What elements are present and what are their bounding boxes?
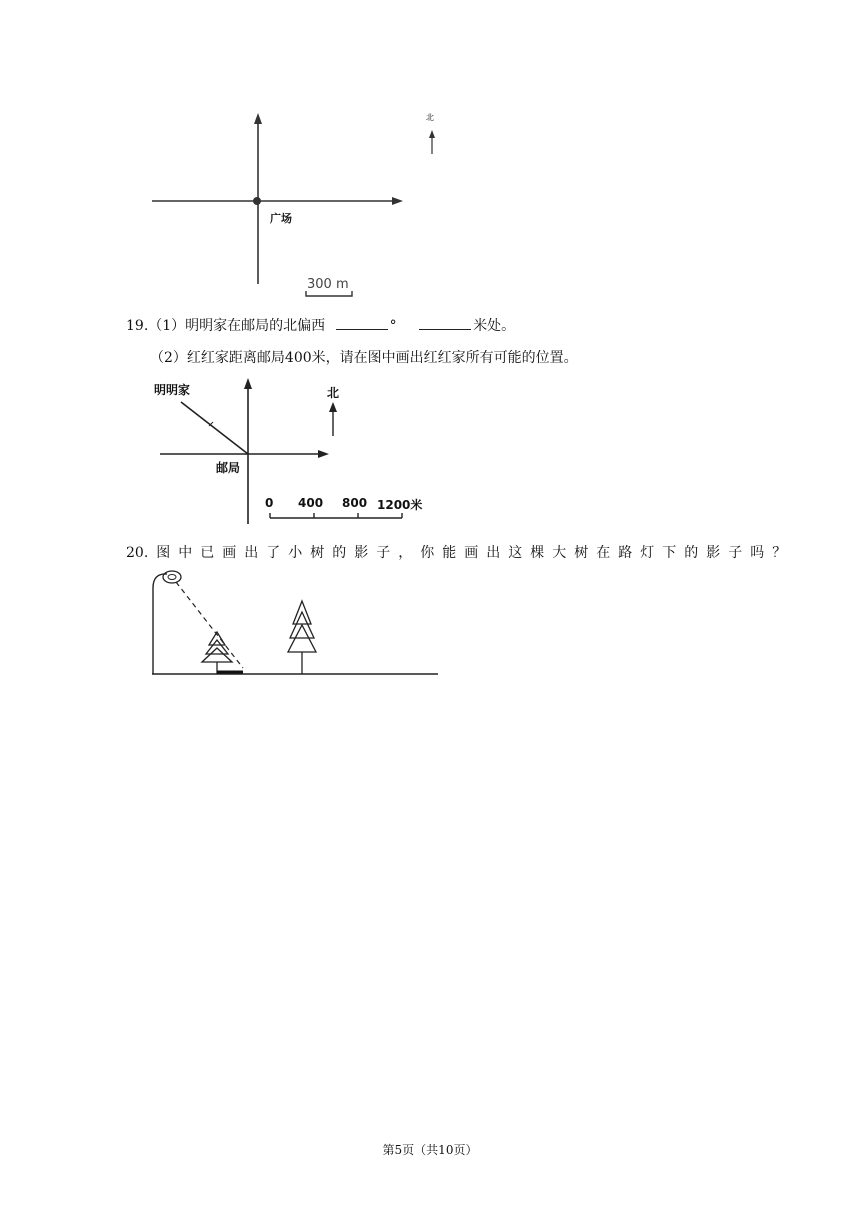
question-19-part2: （2）红红家距离邮局400米，请在图中画出红红家所有可能的位置。 (150, 350, 578, 366)
lamp-head (163, 571, 181, 583)
small-tree (202, 632, 232, 674)
scale-tick-1200: 1200米 (377, 498, 423, 512)
square-label: 广场 (270, 212, 292, 225)
scale-tick-0: 0 (265, 496, 274, 510)
north-label: 北 (426, 113, 434, 122)
question-20-text: 图中已画出了小树的影子，你能画出这棵大树在路灯下的影子吗？ (156, 545, 795, 561)
question-19-part1-prefix: （1）明明家在邮局的北偏西 (148, 318, 326, 334)
scale-tick-400: 400 (298, 496, 324, 510)
question-19-part1-suffix: 米处。 (473, 318, 516, 334)
degree-symbol: ° (389, 318, 397, 334)
question-number: 19. (126, 318, 149, 334)
north-label: 北 (327, 386, 340, 400)
question-number: 20. (126, 545, 149, 561)
home-label: 明明家 (154, 383, 191, 397)
scale-tick-800: 800 (342, 496, 368, 510)
post-office-label: 邮局 (216, 461, 241, 475)
page-footer: 第5页（共10页） (382, 1143, 478, 1157)
scale-label: 300 m (307, 277, 349, 292)
big-tree (288, 601, 316, 674)
